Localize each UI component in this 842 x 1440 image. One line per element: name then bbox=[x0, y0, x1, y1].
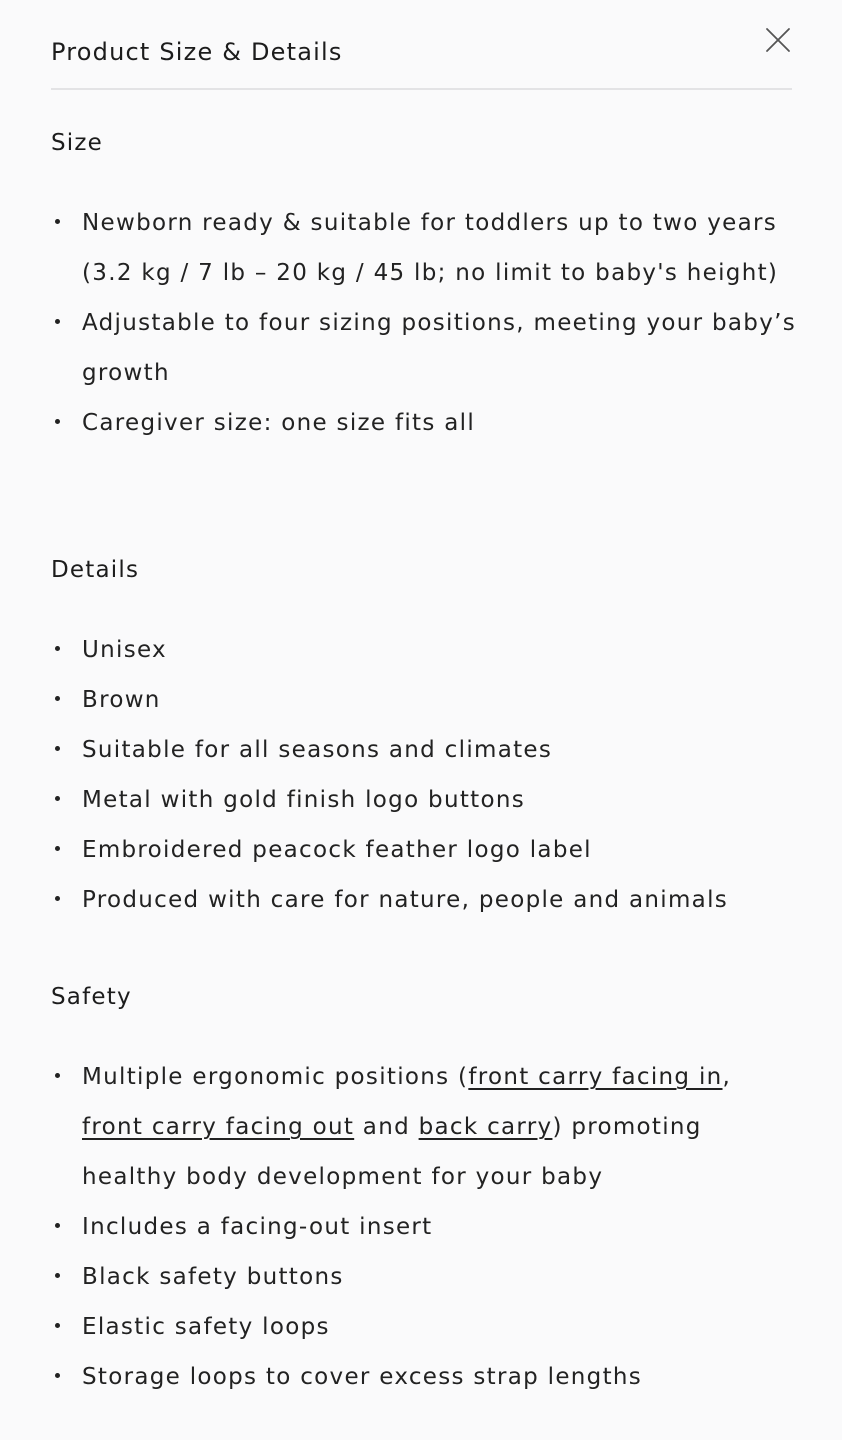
positions-suffix: ) promoting healthy body development for your baby bbox=[82, 1114, 702, 1190]
list-item: Metal with gold finish logo buttons bbox=[51, 775, 796, 825]
list-item: Suitable for all seasons and climates bbox=[51, 725, 796, 775]
close-icon bbox=[764, 26, 792, 54]
positions-sep1: , bbox=[722, 1064, 732, 1090]
section-title-size: Size bbox=[51, 130, 104, 156]
list-item: Brown bbox=[51, 675, 796, 725]
list-item: Unisex bbox=[51, 625, 796, 675]
close-button[interactable] bbox=[764, 26, 792, 54]
link-front-carry-facing-in[interactable]: front carry facing in bbox=[468, 1064, 723, 1090]
list-item: Caregiver size: one size fits all bbox=[51, 398, 796, 448]
list-item bbox=[51, 1052, 796, 1202]
positions-sep2: and bbox=[354, 1114, 419, 1140]
list-item: Newborn ready & suitable for toddlers up to two years (3.2 kg / 7 lb – 20 kg / 45 lb; no limit to baby's height) bbox=[51, 198, 796, 298]
size-list bbox=[51, 198, 796, 448]
section-title-details: Details bbox=[51, 557, 140, 583]
list-item: Black safety buttons bbox=[51, 1252, 796, 1302]
list-item: Includes a facing-out insert bbox=[51, 1202, 796, 1252]
header-divider bbox=[51, 88, 792, 90]
details-list bbox=[51, 625, 796, 925]
list-item: Produced with care for nature, people and animals bbox=[51, 875, 796, 925]
list-item: Adjustable to four sizing positions, meeting your baby’s growth bbox=[51, 298, 796, 398]
panel-title: Product Size & Details bbox=[51, 38, 343, 67]
positions-prefix: Multiple ergonomic positions ( bbox=[82, 1064, 469, 1090]
list-item: Embroidered peacock feather logo label bbox=[51, 825, 796, 875]
section-title-safety: Safety bbox=[51, 984, 132, 1010]
list-item: Elastic safety loops bbox=[51, 1302, 796, 1352]
safety-list bbox=[51, 1052, 796, 1402]
link-front-carry-facing-out[interactable]: front carry facing out bbox=[82, 1114, 355, 1140]
panel-header bbox=[51, 18, 792, 67]
link-back-carry[interactable]: back carry bbox=[418, 1114, 553, 1140]
list-item: Storage loops to cover excess strap lengths bbox=[51, 1352, 796, 1402]
